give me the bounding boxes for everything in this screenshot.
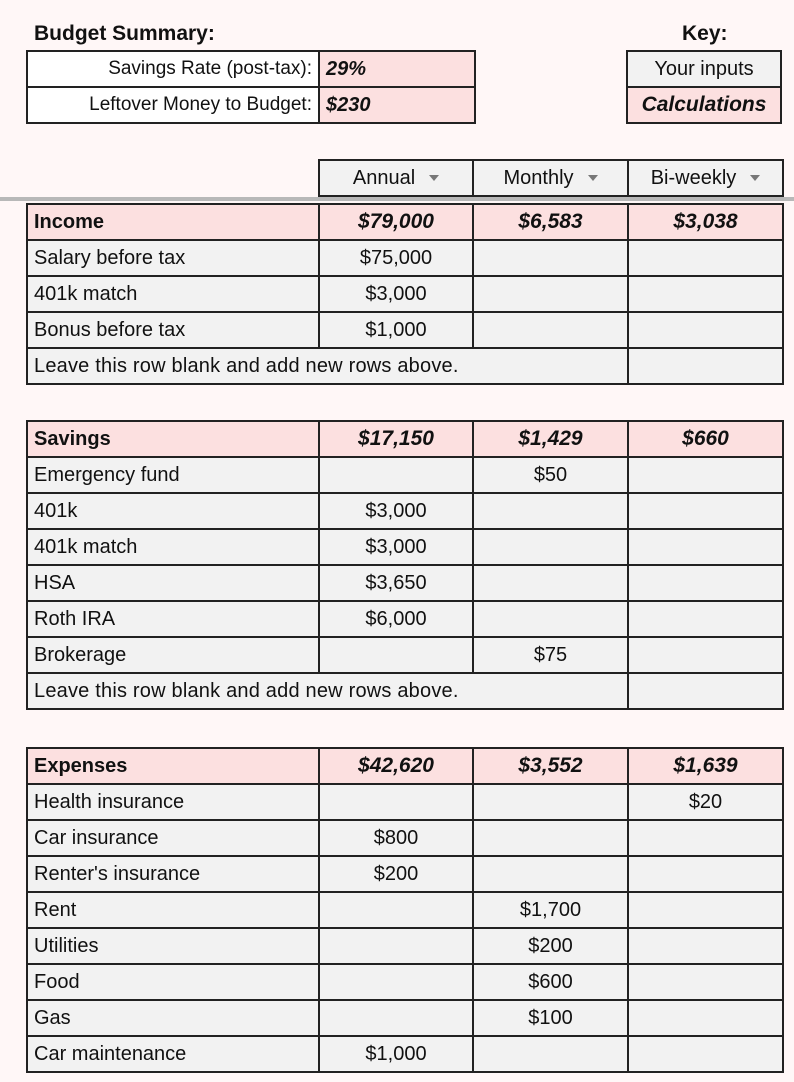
- leftover-value[interactable]: $230: [319, 87, 475, 123]
- amount-cell[interactable]: [473, 493, 628, 529]
- table-row: [27, 820, 783, 856]
- row-label-cell[interactable]: 401k: [27, 493, 319, 529]
- key-your-inputs: Your inputs: [627, 51, 781, 87]
- amount-cell[interactable]: [319, 784, 473, 820]
- row-label-cell[interactable]: Car maintenance: [27, 1036, 319, 1072]
- savings-total-cell[interactable]: $660: [628, 421, 783, 457]
- income-table: [26, 203, 784, 385]
- footer-note[interactable]: Leave this row blank and add new rows above.: [27, 348, 628, 384]
- amount-cell[interactable]: $1,000: [319, 1036, 473, 1072]
- key-calculations: Calculations: [627, 87, 781, 123]
- amount-cell[interactable]: [628, 601, 783, 637]
- income-total-cell[interactable]: $6,583: [473, 204, 628, 240]
- expenses-total-cell[interactable]: $42,620: [319, 748, 473, 784]
- savings-total-cell[interactable]: $17,150: [319, 421, 473, 457]
- amount-cell[interactable]: [628, 892, 783, 928]
- expenses-header-label[interactable]: Expenses: [27, 748, 319, 784]
- table-row: [27, 637, 783, 673]
- column-header-row: [318, 159, 784, 197]
- amount-cell[interactable]: $6,000: [319, 601, 473, 637]
- savings-rate-label: Savings Rate (post-tax):: [27, 51, 319, 87]
- amount-cell[interactable]: [473, 529, 628, 565]
- amount-cell[interactable]: $3,000: [319, 529, 473, 565]
- filter-dropdown-icon[interactable]: [750, 175, 760, 181]
- amount-cell[interactable]: $100: [473, 1000, 628, 1036]
- savings-table: [26, 420, 784, 710]
- amount-cell[interactable]: $200: [319, 856, 473, 892]
- column-biweekly-label: Bi-weekly: [650, 166, 737, 189]
- income-total-cell[interactable]: $3,038: [628, 204, 783, 240]
- summary-table: [26, 50, 476, 124]
- table-row: [27, 601, 783, 637]
- row-label-cell[interactable]: Bonus before tax: [27, 312, 319, 348]
- amount-cell[interactable]: $75,000: [319, 240, 473, 276]
- income-header-label[interactable]: Income: [27, 204, 319, 240]
- savings-rate-value[interactable]: 29%: [319, 51, 475, 87]
- amount-cell[interactable]: $600: [473, 964, 628, 1000]
- amount-cell[interactable]: [319, 928, 473, 964]
- empty-cell[interactable]: [628, 348, 783, 384]
- amount-cell[interactable]: [473, 240, 628, 276]
- row-label-cell[interactable]: Gas: [27, 1000, 319, 1036]
- savings-header-row: [27, 421, 783, 457]
- blank-footer-row: [27, 348, 783, 384]
- amount-cell[interactable]: [473, 601, 628, 637]
- row-label-cell[interactable]: 401k match: [27, 529, 319, 565]
- amount-cell[interactable]: [319, 964, 473, 1000]
- row-label-cell[interactable]: Car insurance: [27, 820, 319, 856]
- row-label-cell[interactable]: Salary before tax: [27, 240, 319, 276]
- amount-cell[interactable]: $3,650: [319, 565, 473, 601]
- amount-cell[interactable]: [319, 637, 473, 673]
- income-header-row: [27, 204, 783, 240]
- amount-cell[interactable]: [628, 240, 783, 276]
- amount-cell[interactable]: [319, 892, 473, 928]
- table-row: [27, 1036, 783, 1072]
- table-row: [27, 457, 783, 493]
- amount-cell[interactable]: [628, 856, 783, 892]
- key-title: Key:: [682, 22, 728, 45]
- amount-cell[interactable]: [628, 637, 783, 673]
- filter-dropdown-icon[interactable]: [429, 175, 439, 181]
- table-row: [27, 276, 783, 312]
- budget-summary-title: Budget Summary:: [34, 22, 215, 45]
- column-monthly[interactable]: [473, 160, 628, 196]
- column-monthly-label: Monthly: [503, 166, 574, 189]
- amount-cell[interactable]: [628, 529, 783, 565]
- amount-cell[interactable]: $20: [628, 784, 783, 820]
- row-label-cell[interactable]: Renter's insurance: [27, 856, 319, 892]
- row-label-cell[interactable]: Utilities: [27, 928, 319, 964]
- table-row: [27, 784, 783, 820]
- table-row: [27, 1000, 783, 1036]
- amount-cell[interactable]: $800: [319, 820, 473, 856]
- column-annual-label: Annual: [352, 166, 416, 189]
- row-label-cell[interactable]: Emergency fund: [27, 457, 319, 493]
- expenses-header-row: [27, 748, 783, 784]
- footer-note[interactable]: Leave this row blank and add new rows above.: [27, 673, 628, 709]
- amount-cell[interactable]: [628, 820, 783, 856]
- leftover-row: [27, 87, 475, 123]
- amount-cell[interactable]: $3,000: [319, 276, 473, 312]
- table-row: [27, 529, 783, 565]
- table-row: [27, 892, 783, 928]
- row-label-cell[interactable]: Brokerage: [27, 637, 319, 673]
- row-label-cell[interactable]: 401k match: [27, 276, 319, 312]
- table-row: [27, 312, 783, 348]
- table-row: [27, 856, 783, 892]
- leftover-label: Leftover Money to Budget:: [27, 87, 319, 123]
- row-label-cell[interactable]: Health insurance: [27, 784, 319, 820]
- column-biweekly[interactable]: [628, 160, 783, 196]
- expenses-total-cell[interactable]: $3,552: [473, 748, 628, 784]
- row-label-cell[interactable]: Roth IRA: [27, 601, 319, 637]
- table-row: [27, 240, 783, 276]
- amount-cell[interactable]: [473, 312, 628, 348]
- amount-cell[interactable]: [628, 276, 783, 312]
- amount-cell[interactable]: $200: [473, 928, 628, 964]
- amount-cell[interactable]: [628, 565, 783, 601]
- income-total-cell[interactable]: $79,000: [319, 204, 473, 240]
- amount-cell[interactable]: $50: [473, 457, 628, 493]
- amount-cell[interactable]: [628, 457, 783, 493]
- table-row: [27, 928, 783, 964]
- expenses-total-cell[interactable]: $1,639: [628, 748, 783, 784]
- amount-cell[interactable]: [473, 784, 628, 820]
- amount-cell[interactable]: $1,000: [319, 312, 473, 348]
- amount-cell[interactable]: [473, 565, 628, 601]
- table-row: [27, 964, 783, 1000]
- amount-cell[interactable]: [628, 312, 783, 348]
- amount-cell[interactable]: $3,000: [319, 493, 473, 529]
- row-label-cell[interactable]: HSA: [27, 565, 319, 601]
- amount-cell[interactable]: [319, 1000, 473, 1036]
- amount-cell[interactable]: [473, 1036, 628, 1072]
- freeze-pane-divider[interactable]: [0, 197, 794, 201]
- savings-rate-row: [27, 51, 475, 87]
- blank-footer-row: [27, 673, 783, 709]
- amount-cell[interactable]: [628, 1000, 783, 1036]
- amount-cell[interactable]: [473, 820, 628, 856]
- row-label-cell[interactable]: Rent: [27, 892, 319, 928]
- amount-cell[interactable]: [628, 1036, 783, 1072]
- filter-dropdown-icon[interactable]: [588, 175, 598, 181]
- savings-header-label[interactable]: Savings: [27, 421, 319, 457]
- expenses-table: [26, 747, 784, 1073]
- amount-cell[interactable]: [628, 493, 783, 529]
- amount-cell[interactable]: [628, 928, 783, 964]
- amount-cell[interactable]: [319, 457, 473, 493]
- amount-cell[interactable]: [473, 276, 628, 312]
- empty-cell[interactable]: [628, 673, 783, 709]
- amount-cell[interactable]: $1,700: [473, 892, 628, 928]
- column-annual[interactable]: [319, 160, 473, 196]
- table-row: [27, 493, 783, 529]
- table-row: [27, 565, 783, 601]
- amount-cell[interactable]: [473, 856, 628, 892]
- amount-cell[interactable]: $75: [473, 637, 628, 673]
- row-label-cell[interactable]: Food: [27, 964, 319, 1000]
- amount-cell[interactable]: [628, 964, 783, 1000]
- key-table: [626, 50, 782, 124]
- savings-total-cell[interactable]: $1,429: [473, 421, 628, 457]
